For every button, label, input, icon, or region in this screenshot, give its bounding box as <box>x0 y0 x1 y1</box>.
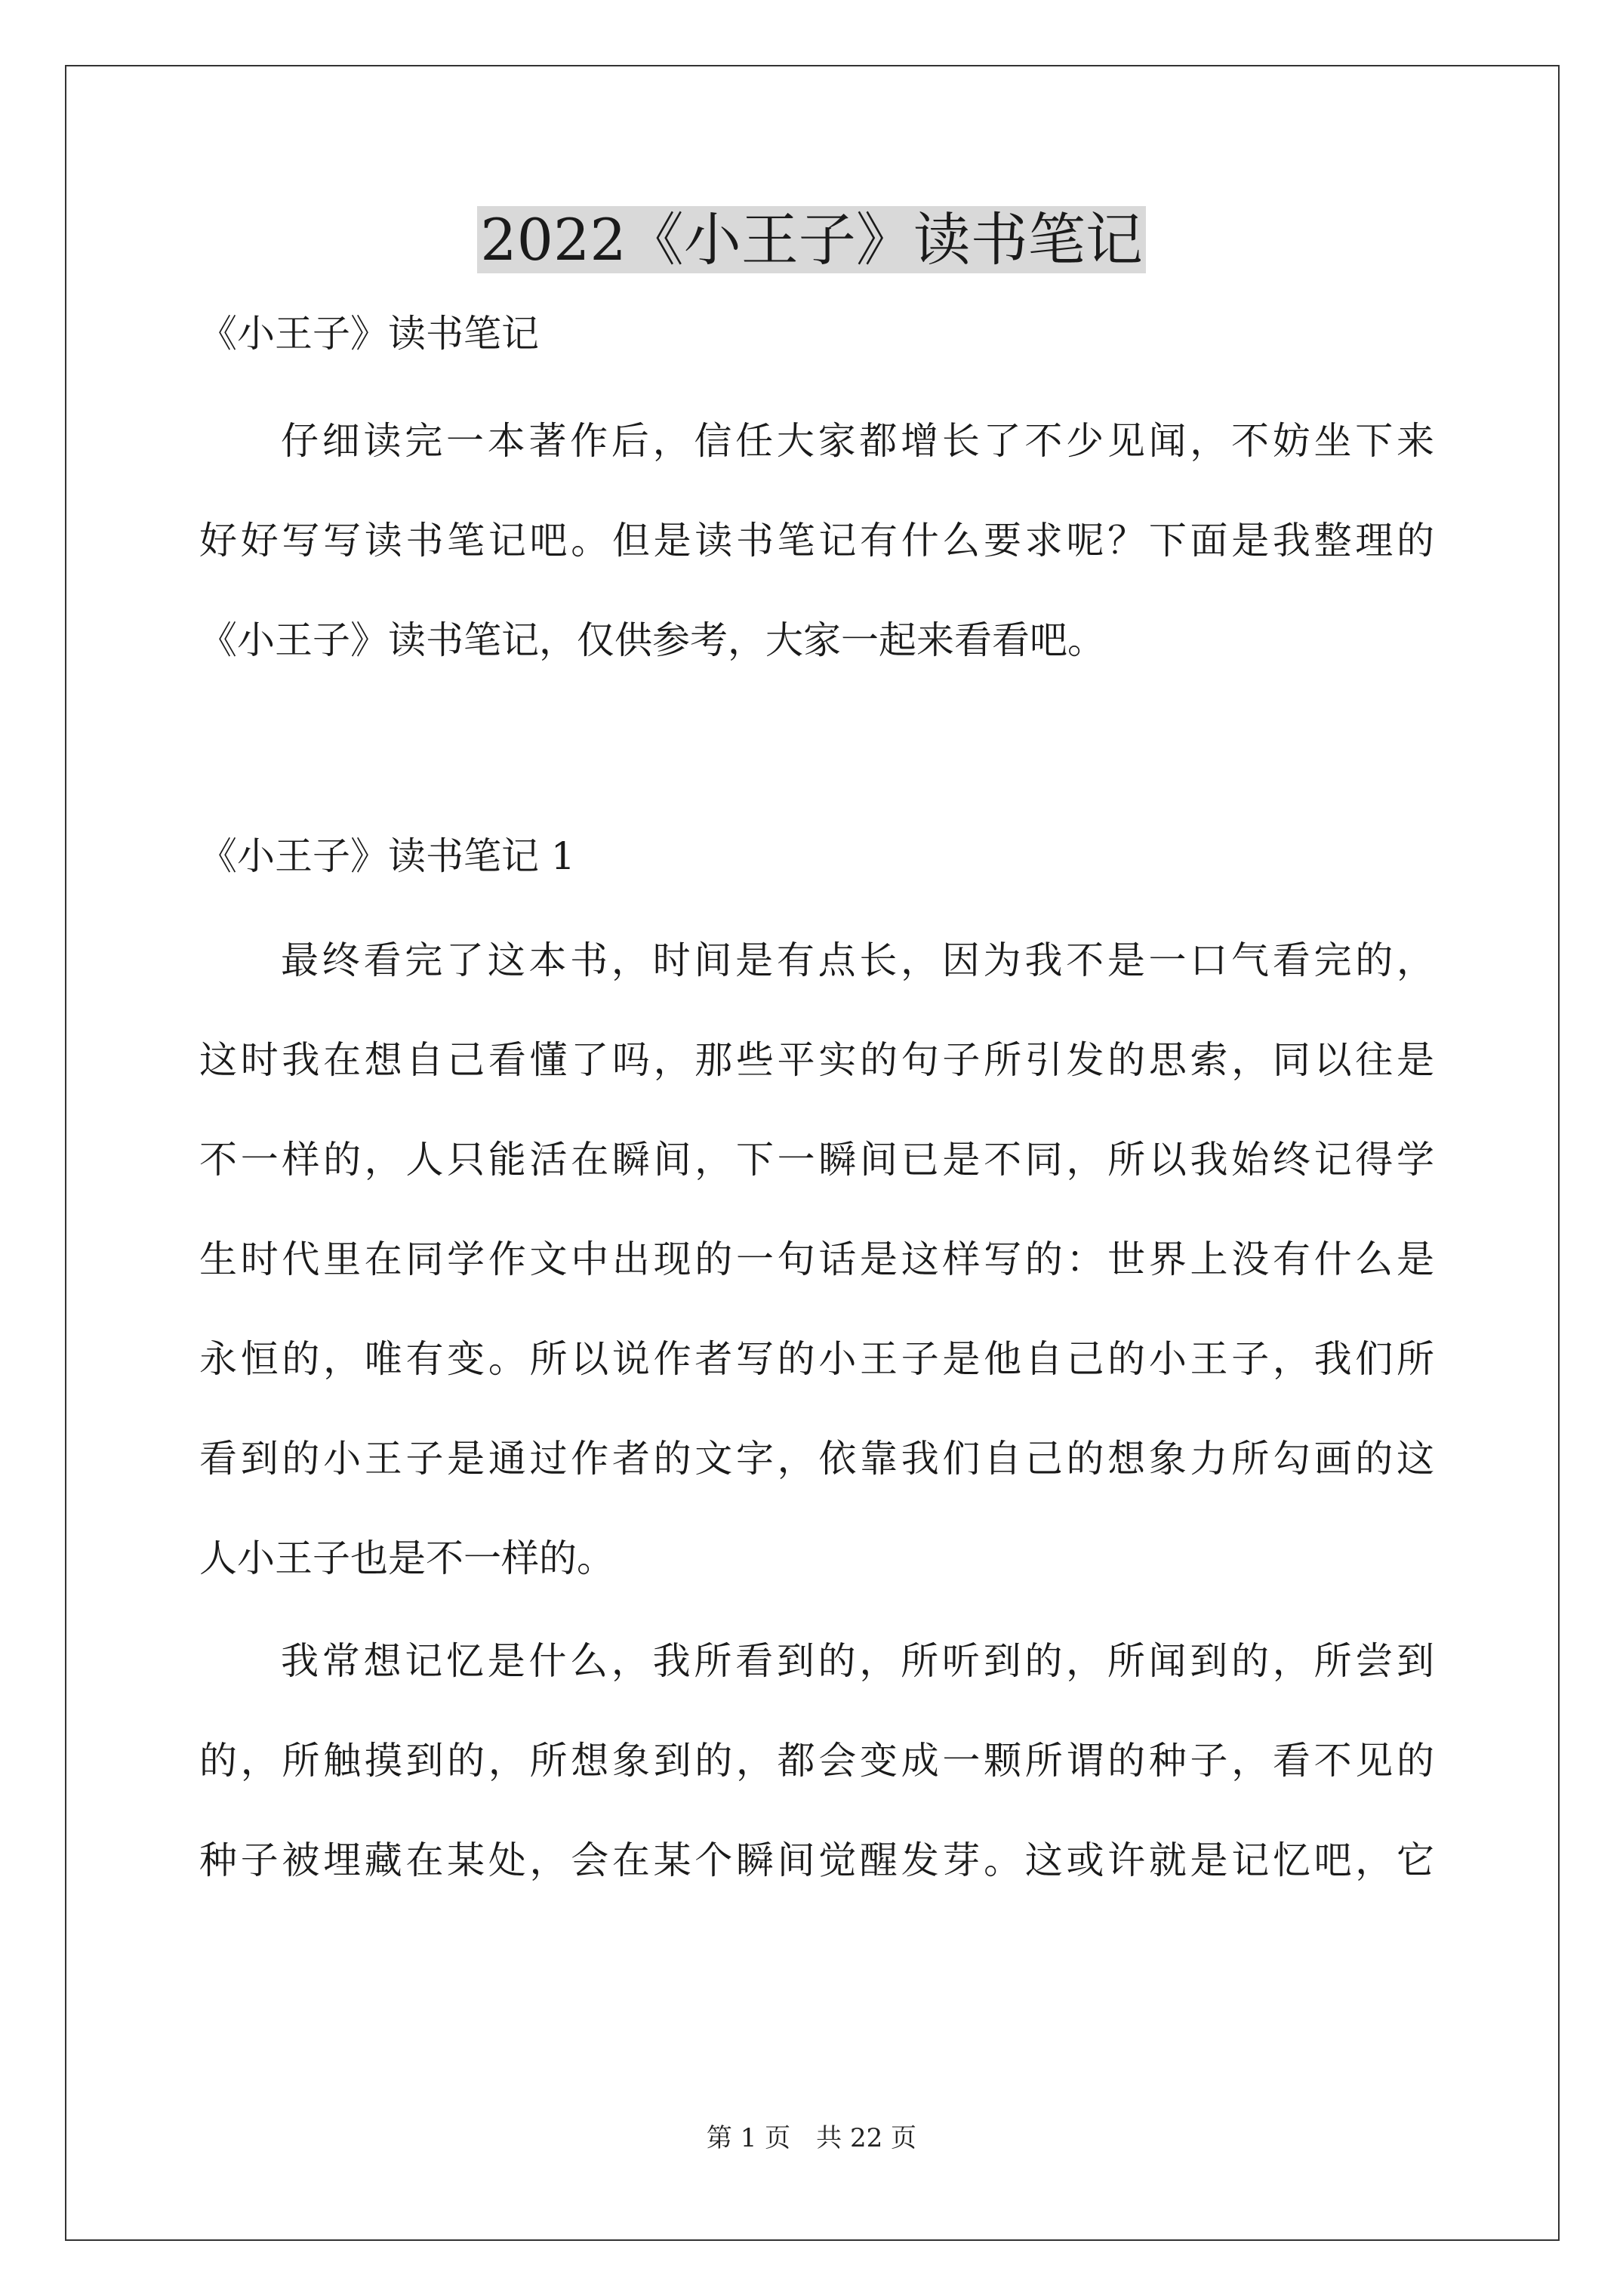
paragraph-line: 种子被埋藏在某处，会在某个瞬间觉醒发芽。这或许就是记忆吧，它 <box>199 1838 1434 1882</box>
document-title-text: 2022《小王子》读书笔记 <box>477 206 1145 273</box>
intro-line: 好好写写读书笔记吧。但是读书笔记有什么要求呢？下面是我整理的 <box>199 519 1434 562</box>
paragraph-line: 的，所触摸到的，所想象到的，都会变成一颗所谓的种子，看不见的 <box>199 1739 1434 1783</box>
paragraph-line: 我常想记忆是什么，我所看到的，所听到的，所闻到的，所尝到 <box>281 1639 1434 1683</box>
paragraph-line: 看到的小王子是通过作者的文字，依靠我们自己的想象力所勾画的这 <box>199 1437 1434 1481</box>
page-footer: 第 1 页 共 22 页 <box>706 2123 917 2153</box>
paragraph-line: 这时我在想自己看懂了吗，那些平实的句子所引发的思索，同以往是 <box>199 1038 1434 1082</box>
paragraph-line: 最终看完了这本书，时间是有点长，因为我不是一口气看完的， <box>281 938 1434 982</box>
paragraph-line: 人小王子也是不一样的。 <box>199 1536 614 1580</box>
paragraph-line: 不一样的，人只能活在瞬间，下一瞬间已是不同，所以我始终记得学 <box>199 1138 1434 1182</box>
intro-line: 《小王子》读书笔记，仅供参考，大家一起来看看吧。 <box>199 618 1105 662</box>
intro-line: 仔细读完一本著作后，信任大家都增长了不少见闻，不妨坐下来 <box>281 419 1434 463</box>
document-title <box>0 202 1623 278</box>
paragraph-line: 永恒的，唯有变。所以说作者写的小王子是他自己的小王子，我们所 <box>199 1337 1434 1381</box>
section-heading-1: 《小王子》读书笔记 1 <box>199 834 575 878</box>
paragraph-line: 生时代里在同学作文中出现的一句话是这样写的：世界上没有什么是 <box>199 1237 1434 1281</box>
intro-heading: 《小王子》读书笔记 <box>199 312 539 356</box>
